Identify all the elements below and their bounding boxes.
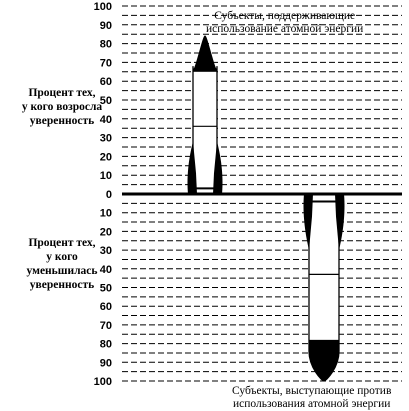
- rocket-0: [188, 36, 223, 194]
- y-tick-label: 80: [99, 338, 112, 351]
- upper-axis-label: [4, 86, 120, 128]
- y-tick-label: 40: [99, 263, 112, 276]
- y-tick-label: 60: [99, 301, 112, 314]
- y-tick-label: 40: [99, 113, 112, 126]
- y-tick-label: 30: [99, 132, 112, 145]
- y-tick-label: 20: [99, 226, 112, 239]
- y-tick-label: 50: [99, 95, 112, 107]
- supporters-caption-text: Субъекты, поддерживающие использование атомной энергии: [206, 10, 364, 35]
- y-tick-label: 70: [99, 319, 112, 332]
- lower-axis-label-text: Процент тех, у кого уменьшилась уверенность: [26, 237, 98, 291]
- y-tick-label: 90: [99, 357, 112, 370]
- y-tick-label: 80: [99, 38, 112, 51]
- y-tick-label: 20: [99, 151, 112, 164]
- series-caption-opponents: [232, 385, 391, 411]
- y-tick-label: 100: [93, 376, 112, 388]
- y-tick-label: 50: [99, 282, 112, 295]
- rocket-black-tip: [307, 340, 341, 381]
- y-tick-label: 100: [93, 1, 112, 13]
- upper-axis-label-text: Процент тех, у кого возросла уверенность: [21, 87, 103, 127]
- opponents-caption-text: Субъекты, выступающие против использования атомной энергии: [232, 385, 392, 410]
- rockets: [188, 36, 345, 381]
- y-tick-label: 0: [105, 189, 112, 201]
- y-tick-label: 30: [99, 245, 112, 258]
- y-tick-labels: [94, 1, 112, 388]
- rocket-1: [304, 194, 345, 381]
- series-caption-supporters: [206, 10, 363, 36]
- y-tick-label: 60: [99, 76, 112, 89]
- y-tick-label: 70: [99, 57, 112, 70]
- y-tick-label: 10: [99, 207, 112, 220]
- y-tick-label: 90: [99, 19, 112, 32]
- y-tick-label: 10: [99, 170, 112, 183]
- lower-axis-label: [4, 236, 120, 292]
